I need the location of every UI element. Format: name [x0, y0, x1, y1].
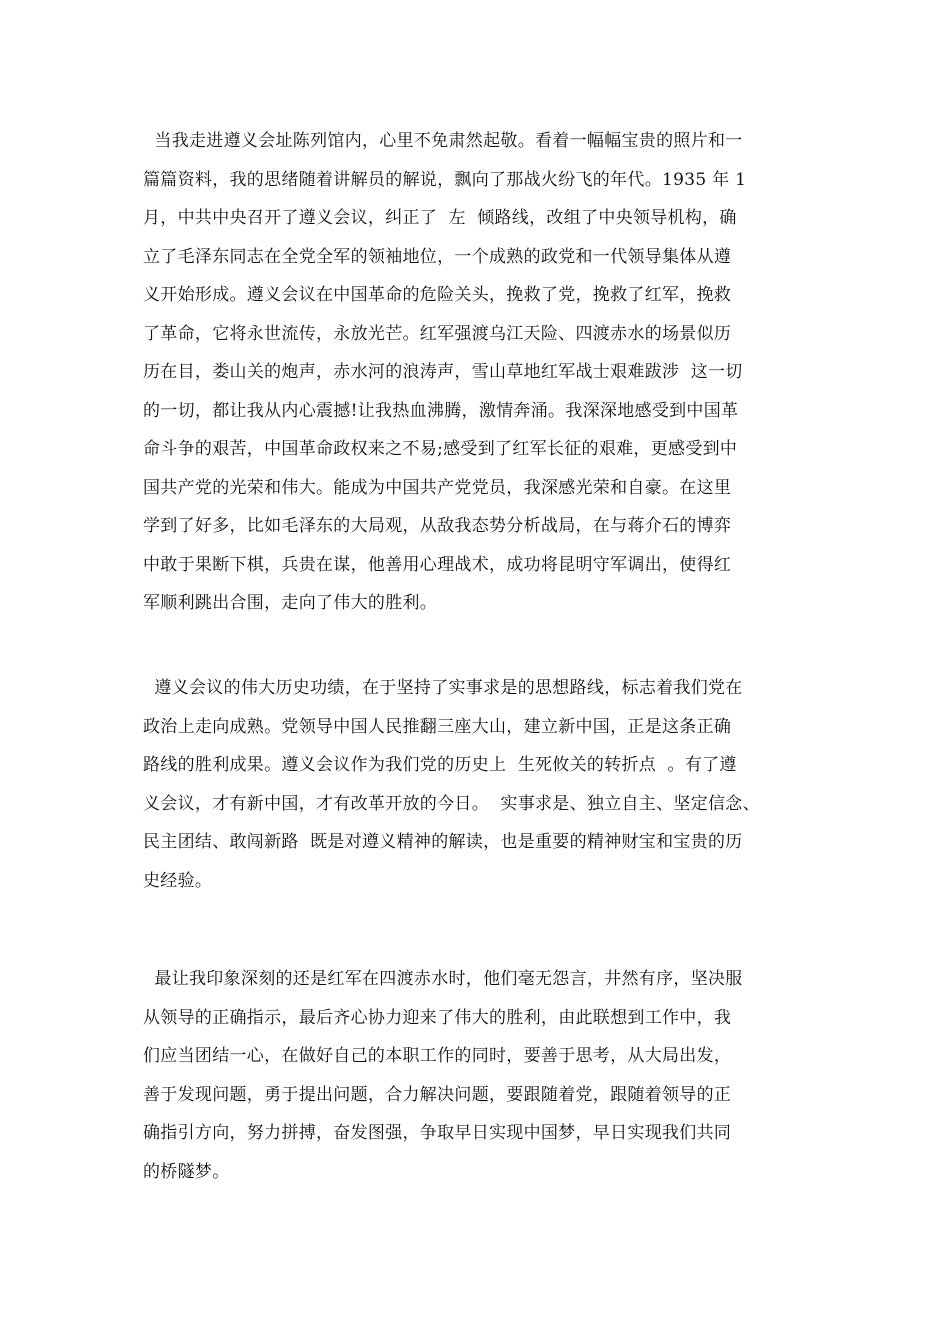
text-line: 们应当团结一心，在做好自己的本职工作的同时，要善于思考，从大局出发，	[143, 1046, 732, 1066]
text-line: 学到了好多，比如毛泽东的大局观，从敌我态势分析战局，在与蒋介石的博弈	[143, 516, 732, 536]
text-line: 国共产党的光荣和伟大。能成为中国共产党党员，我深感光荣和自豪。在这里	[143, 477, 732, 498]
text-line: 的桥隧梦。	[143, 1161, 230, 1182]
text-line: 的一切，都让我从内心震撼!让我热血沸腾，激情奔涌。我深深地感受到中国革	[143, 400, 739, 421]
text-line: 史经验。	[143, 870, 213, 891]
text-line: 中敢于果断下棋，兵贵在谋，他善用心理战术，成功将昆明守军调出，使得红	[143, 554, 732, 575]
text-line: 历在目，娄山关的炮声，赤水河的浪涛声，雪山草地红军战士艰难跋涉 这一切	[143, 362, 743, 382]
text-line: 义会议，才有新中国，才有改革开放的今日。 实事求是、独立自主、坚定信念、	[143, 793, 760, 814]
text-line: 当我走进遵义会址陈列馆内，心里不免肃然起敬。看着一幅幅宝贵的照片和一	[143, 131, 743, 151]
text-line: 民主团结、敢闯新路 既是对遵义精神的解读，也是重要的精神财宝和宝贵的历	[143, 832, 743, 852]
text-line: 立了毛泽东同志在全党全军的领袖地位，一个成熟的政党和一代领导集体从遵	[143, 246, 732, 267]
paragraph-zunyi-visit	[143, 122, 823, 623]
text-line: 篇篇资料，我的思绪随着讲解员的解说，飘向了那战火纷飞的年代。1935 年 1	[143, 169, 747, 190]
text-line: 义开始形成。遵义会议在中国革命的危险关头，挽救了党，挽救了红军，挽救	[143, 285, 732, 305]
text-line: 命斗争的艰苦，中国革命政权来之不易;感受到了红军长征的艰难，更感受到中	[143, 439, 738, 459]
text-line: 政治上走向成熟。党领导中国人民推翻三座大山，建立新中国，正是这条正确	[143, 716, 732, 737]
text-line: 善于发现问题，勇于提出问题，合力解决问题，要跟随着党，跟随着领导的正	[143, 1084, 732, 1105]
text-line: 遵义会议的伟大历史功绩，在于坚持了实事求是的思想路线，标志着我们党在	[143, 678, 743, 698]
text-line: 了革命，它将永世流传，永放光芒。红军强渡乌江天险、四渡赤水的场景似历	[143, 323, 732, 344]
text-line: 路线的胜利成果。遵义会议作为我们党的历史上 生死攸关的转折点 。有了遵	[143, 755, 737, 775]
text-line: 军顺利跳出合围，走向了伟大的胜利。	[143, 593, 438, 613]
text-line: 月，中共中央召开了遵义会议，纠正了 左 倾路线，改组了中央领导机构，确	[143, 208, 737, 228]
text-line: 从领导的正确指示，最后齐心协力迎来了伟大的胜利，由此联想到工作中，我	[143, 1007, 732, 1028]
paragraph-historical-merit	[143, 669, 823, 900]
paragraph-reflection	[143, 960, 823, 1191]
text-line: 最让我印象深刻的还是红军在四渡赤水时，他们毫无怨言，井然有序，坚决服	[143, 969, 743, 989]
text-line: 确指引方向，努力拼搏，奋发图强，争取早日实现中国梦，早日实现我们共同	[143, 1123, 732, 1143]
